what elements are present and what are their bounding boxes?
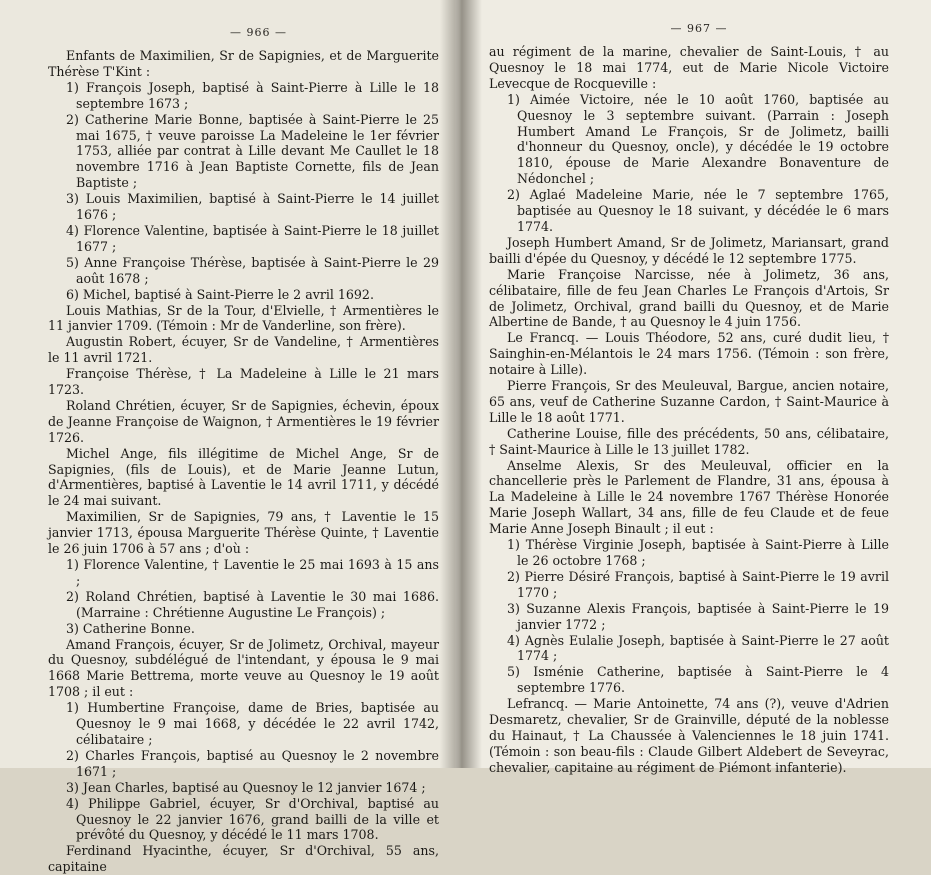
right-page <box>455 0 931 775</box>
list-item: 2) Catherine Marie Bonne, baptisée à Saint-Pierre le 25 mai 1675, † veuve paroisse La Madeleine le 1er février 1753, alliée par contrat à Lille devant Me Caullet le 18 novembre 1716 à Jean Baptiste Cornette, fils de Jean Baptiste ; <box>66 111 439 191</box>
paragraph: Joseph Humbert Amand, Sr de Jolimetz, Mariansart, grand bailli d'épée du Quesnoy, y décédé le 12 septembre 1775. <box>489 234 889 266</box>
paragraph: Lefrancq. — Marie Antoinette, 74 ans (?), veuve d'Adrien Desmaretz, chevalier, Sr de Grainville, député de la noblesse du Hainaut, † La Chaussée à Valenciennes le 18 juin 1741. (Témoin : son beau-fils : Claude Gilbert Aldebert de Seveyrac, chevalier, capitaine au régiment de Piémont infanterie). <box>489 696 889 775</box>
right-page-text <box>489 44 889 776</box>
list-item: 3) Jean Charles, baptisé au Quesnoy le 12 janvier 1674 ; <box>66 779 426 795</box>
list-item: 3) Suzanne Alexis François, baptisée à Saint-Pierre le 19 janvier 1772 ; <box>507 600 889 632</box>
left-page <box>0 0 455 875</box>
paragraph: Le Francq. — Louis Théodore, 52 ans, curé dudit lieu, † Sainghin-en-Mélantois le 24 mars 1756. (Témoin : son frère, notaire à Lille). <box>489 330 889 378</box>
list-item: 1) Florence Valentine, † Laventie le 25 mai 1693 à 15 ans ; <box>66 557 439 588</box>
paragraph: Louis Mathias, Sr de la Tour, d'Elvielle, † Armentières le 11 janvier 1709. (Témoin : Mr de Vanderline, son frère). <box>48 302 439 334</box>
paragraph: Maximilien, Sr de Sapignies, 79 ans, † Laventie le 15 janvier 1713, épousa Marguerite Thérèse Quinte, † Laventie le 26 juin 1706 à 57 ans ; d'où : <box>48 509 439 557</box>
list-item: 2) Charles François, baptisé au Quesnoy le 2 novembre 1671 ; <box>66 747 439 779</box>
paragraph: Ferdinand Hyacinthe, écuyer, Sr d'Orchival, 55 ans, capitaine <box>48 843 439 875</box>
paragraph: Amand François, écuyer, Sr de Jolimetz, Orchival, mayeur du Quesnoy, subdélégué de l'intendant, y épousa le 9 mai 1668 Marie Bettrema, morte veuve au Quesnoy le 19 août 1708 ; il eut : <box>48 636 439 700</box>
list-item: 3) Louis Maximilien, baptisé à Saint-Pierre le 14 juillet 1676 ; <box>66 191 439 223</box>
left-page-text <box>48 48 439 875</box>
list-item: 5) Anne Françoise Thérèse, baptisée à Saint-Pierre le 29 août 1678 ; <box>66 254 439 286</box>
list-item: 1) François Joseph, baptisé à Saint-Pierre à Lille le 18 septembre 1673 ; <box>66 79 439 111</box>
paragraph: Françoise Thérèse, † La Madeleine à Lille le 21 mars 1723. <box>48 366 439 398</box>
list-item: 1) Thérèse Virginie Joseph, baptisée à Saint-Pierre à Lille le 26 octobre 1768 ; <box>507 537 889 568</box>
list-item: 4) Agnès Eulalie Joseph, baptisée à Saint-Pierre le 27 août 1774 ; <box>507 632 889 664</box>
paragraph: Michel Ange, fils illégitime de Michel Ange, Sr de Sapignies, (fils de Louis), et de Marie Jeanne Lutun, d'Armentières, baptisé à Laventie le 14 avril 1711, y décédé le 24 mai suivant. <box>48 445 439 509</box>
paragraph: Pierre François, Sr des Meuleuval, Bargue, ancien notaire, 65 ans, veuf de Catherine Suzanne Cardon, † Saint-Maurice à Lille le 18 août 1771. <box>489 378 889 425</box>
paragraph: au régiment de la marine, chevalier de Saint-Louis, † au Quesnoy le 18 mai 1774, eut de Marie Nicole Victoire Levecque de Rocqueville : <box>489 44 889 91</box>
list-item: 4) Florence Valentine, baptisée à Saint-Pierre le 18 juillet 1677 ; <box>66 222 439 254</box>
list-item: 4) Philippe Gabriel, écuyer, Sr d'Orchival, baptisé au Quesnoy le 22 janvier 1676, grand bailli de la ville et prévôté du Quesnoy, y décédé le 11 mars 1708. <box>66 795 439 843</box>
list-item: 2) Pierre Désiré François, baptisé à Saint-Pierre le 19 avril 1770 ; <box>507 568 889 600</box>
list-item: 2) Aglaé Madeleine Marie, née le 7 septembre 1765, baptisée au Quesnoy le 18 suivant, y décédée le 6 mars 1774. <box>507 187 889 234</box>
paragraph: Augustin Robert, écuyer, Sr de Vandeline, † Armentières le 11 avril 1721. <box>48 334 439 366</box>
list-item: 5) Isménie Catherine, baptisée à Saint-Pierre le 4 septembre 1776. <box>507 664 889 696</box>
paragraph: Anselme Alexis, Sr des Meuleuval, officier en la chancellerie près le Parlement de Flandre, 31 ans, épousa à La Madeleine à Lille le 24 novembre 1767 Thérèse Honorée Marie Joseph Wallart, 34 ans, fille de feu Claude et de feue Marie Anne Joseph Binault ; il eut : <box>489 457 889 537</box>
list-item: 1) Humbertine Françoise, dame de Bries, baptisée au Quesnoy le 9 mai 1668, y décédée le 22 avril 1742, célibataire ; <box>66 700 439 747</box>
paragraph: Marie Françoise Narcisse, née à Jolimetz, 36 ans, célibataire, fille de feu Jean Charles Le François d'Artois, Sr de Jolimetz, Orchival, grand bailli du Quesnoy, et de Marie Albertine de Bande, † au Quesnoy le 4 juin 1756. <box>489 266 889 330</box>
list-item: 2) Roland Chrétien, baptisé à Laventie le 30 mai 1686. (Marraine : Chrétienne Augustine Le François) ; <box>66 588 439 620</box>
paragraph: Roland Chrétien, écuyer, Sr de Sapignies, échevin, époux de Jeanne Françoise de Waignon, † Armentières le 19 février 1726. <box>48 397 439 445</box>
page-number-right: — 967 — <box>670 22 728 35</box>
paragraph: Enfants de Maximilien, Sr de Sapignies, et de Marguerite Thérèse T'Kint : <box>48 48 439 79</box>
list-item: 3) Catherine Bonne. <box>66 620 195 636</box>
page-number-left: — 966 — <box>230 26 287 39</box>
list-item: 6) Michel, baptisé à Saint-Pierre le 2 avril 1692. <box>66 286 374 302</box>
list-item: 1) Aimée Victoire, née le 10 août 1760, baptisée au Quesnoy le 3 septembre suivant. (Parrain : Joseph Humbert Amand Le François, Sr de Jolimetz, bailli d'honneur du Quesnoy, oncle), y décédée le 19 octobre 1810, épouse de Marie Alexandre Bonaventure de Nédonchel ; <box>507 91 889 187</box>
paragraph: Catherine Louise, fille des précédents, 50 ans, célibataire, † Saint-Maurice à Lille le 13 juillet 1782. <box>489 425 889 457</box>
